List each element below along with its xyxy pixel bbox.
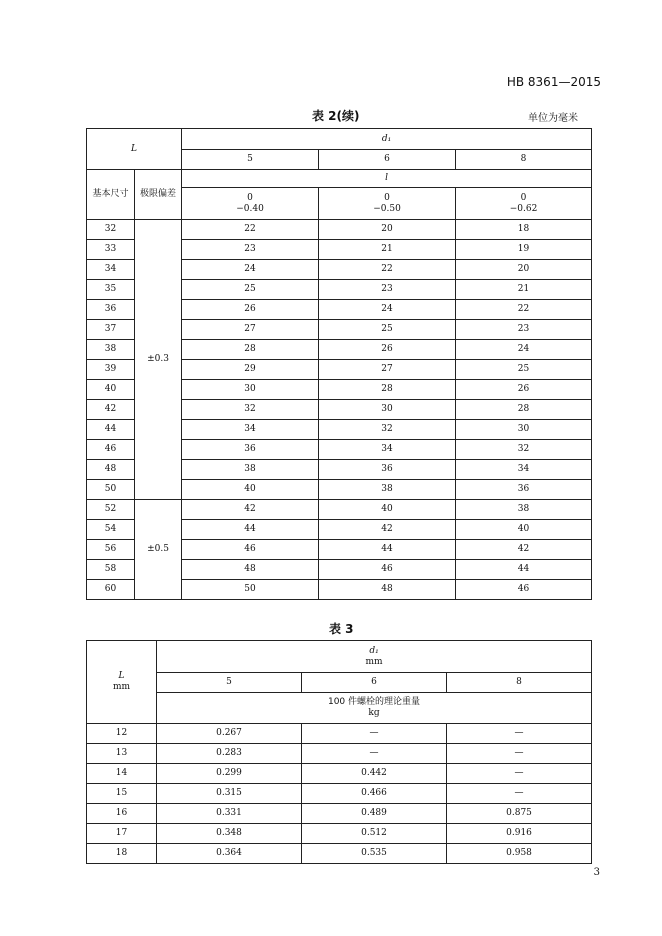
table2-unit: 单位为毫米: [528, 113, 578, 124]
table2-value-cell: 46: [319, 560, 456, 580]
table2-value-cell: 42: [182, 500, 319, 520]
table-row: [87, 500, 592, 520]
table2-value-cell: 32: [456, 440, 592, 460]
table3-value-cell: 0.466: [302, 784, 447, 804]
table2-tolerance: 0 −0.50: [319, 188, 456, 220]
table2-value-cell: 25: [319, 320, 456, 340]
table2-value-cell: 38: [182, 460, 319, 480]
table3-header-d1: d₁ mm: [157, 641, 592, 673]
table3-caption: 表 3: [329, 622, 354, 636]
table2-value-cell: 48: [182, 560, 319, 580]
table3-L-cell: 12: [87, 724, 157, 744]
table2-L-cell: 34: [87, 260, 135, 280]
table3-L-cell: 16: [87, 804, 157, 824]
table2-L-cell: 60: [87, 580, 135, 600]
table3-value-cell: —: [302, 744, 447, 764]
table2-header-d1: d₁: [182, 129, 592, 150]
table2-value-cell: 24: [456, 340, 592, 360]
table2-deviation-cell: ±0.3: [135, 220, 182, 500]
table2-value-cell: 38: [456, 500, 592, 520]
table2-deviation-cell: ±0.5: [135, 500, 182, 600]
table3-value-cell: 0.916: [447, 824, 592, 844]
table3-L-cell: 17: [87, 824, 157, 844]
table2-value-cell: 25: [456, 360, 592, 380]
table3-L-cell: 15: [87, 784, 157, 804]
table3-d1-value: 6: [302, 673, 447, 693]
table2-L-cell: 40: [87, 380, 135, 400]
table3-value-cell: —: [447, 764, 592, 784]
table3-value-cell: 0.315: [157, 784, 302, 804]
page-number: 3: [593, 867, 600, 878]
table2-value-cell: 20: [319, 220, 456, 240]
table-row: [87, 844, 592, 864]
table3-value-cell: —: [302, 724, 447, 744]
table2-value-cell: 34: [456, 460, 592, 480]
table2-d1-value: 5: [182, 150, 319, 170]
table2-value-cell: 48: [319, 580, 456, 600]
table2-value-cell: 46: [182, 540, 319, 560]
table2-value-cell: 34: [182, 420, 319, 440]
table3-weight-header: 100 件螺栓的理论重量 kg: [157, 693, 592, 724]
table2-tolerance: 0 −0.62: [456, 188, 592, 220]
table3-value-cell: 0.535: [302, 844, 447, 864]
table-row: [87, 220, 592, 240]
table2-value-cell: 28: [456, 400, 592, 420]
table2-value-cell: 32: [182, 400, 319, 420]
table2-L-cell: 50: [87, 480, 135, 500]
table2-L-cell: 37: [87, 320, 135, 340]
table2-L-cell: 35: [87, 280, 135, 300]
table3-value-cell: 0.331: [157, 804, 302, 824]
table2-L-cell: 54: [87, 520, 135, 540]
table2-value-cell: 46: [456, 580, 592, 600]
table2-caption: 表 2(续): [312, 109, 360, 123]
table3-value-cell: 0.299: [157, 764, 302, 784]
table3-value-cell: 0.348: [157, 824, 302, 844]
table2-value-cell: 20: [456, 260, 592, 280]
table2-L-cell: 46: [87, 440, 135, 460]
table2-value-cell: 28: [319, 380, 456, 400]
table-row: [87, 724, 592, 744]
table2-value-cell: 22: [182, 220, 319, 240]
table2-value-cell: 30: [456, 420, 592, 440]
table2-value-cell: 21: [319, 240, 456, 260]
table2-value-cell: 23: [182, 240, 319, 260]
table2-value-cell: 44: [319, 540, 456, 560]
table3-value-cell: 0.958: [447, 844, 592, 864]
table-row: [87, 784, 592, 804]
table2-d1-value: 6: [319, 150, 456, 170]
table2-value-cell: 26: [319, 340, 456, 360]
table3-L-cell: 13: [87, 744, 157, 764]
table2-value-cell: 40: [456, 520, 592, 540]
table3-value-cell: 0.283: [157, 744, 302, 764]
table-row: [87, 744, 592, 764]
table2-tolerance: 0 −0.40: [182, 188, 319, 220]
table3-L-cell: 18: [87, 844, 157, 864]
table3-d1-value: 5: [157, 673, 302, 693]
table2-value-cell: 18: [456, 220, 592, 240]
table2-value-cell: 30: [182, 380, 319, 400]
table2-L-cell: 58: [87, 560, 135, 580]
table2-value-cell: 23: [456, 320, 592, 340]
table2-value-cell: 29: [182, 360, 319, 380]
table2-value-cell: 36: [319, 460, 456, 480]
table2-value-cell: 50: [182, 580, 319, 600]
table2-value-cell: 26: [456, 380, 592, 400]
table2-value-cell: 24: [319, 300, 456, 320]
table2-L-cell: 32: [87, 220, 135, 240]
table2-L-cell: 42: [87, 400, 135, 420]
table2-header-limit-dev: 极限偏差: [135, 170, 182, 220]
table2-header-basic-size: 基本尺寸: [87, 170, 135, 220]
table2-value-cell: 40: [319, 500, 456, 520]
table2-value-cell: 38: [319, 480, 456, 500]
table2: [86, 128, 592, 600]
table2-value-cell: 36: [456, 480, 592, 500]
table2-value-cell: 24: [182, 260, 319, 280]
table2-value-cell: 21: [456, 280, 592, 300]
table2-value-cell: 19: [456, 240, 592, 260]
table2-value-cell: 27: [319, 360, 456, 380]
table3: [86, 640, 592, 864]
table3-header-L: L mm: [87, 641, 157, 724]
table3-value-cell: 0.364: [157, 844, 302, 864]
table2-header-l: l: [182, 170, 592, 188]
table2-value-cell: 40: [182, 480, 319, 500]
table2-L-cell: 38: [87, 340, 135, 360]
table2-value-cell: 32: [319, 420, 456, 440]
table3-value-cell: —: [447, 724, 592, 744]
table2-value-cell: 30: [319, 400, 456, 420]
table3-value-cell: 0.512: [302, 824, 447, 844]
table2-header-L: L: [87, 129, 182, 170]
table3-value-cell: —: [447, 784, 592, 804]
table2-value-cell: 28: [182, 340, 319, 360]
table-row: [87, 764, 592, 784]
standard-code: HB 8361—2015: [506, 75, 601, 89]
table3-value-cell: 0.875: [447, 804, 592, 824]
table2-L-cell: 52: [87, 500, 135, 520]
table2-L-cell: 39: [87, 360, 135, 380]
table3-L-cell: 14: [87, 764, 157, 784]
table2-L-cell: 33: [87, 240, 135, 260]
table2-value-cell: 44: [456, 560, 592, 580]
table2-value-cell: 34: [319, 440, 456, 460]
table2-value-cell: 22: [456, 300, 592, 320]
table2-value-cell: 25: [182, 280, 319, 300]
table2-value-cell: 42: [319, 520, 456, 540]
table2-L-cell: 56: [87, 540, 135, 560]
table-row: [87, 804, 592, 824]
table-row: [87, 824, 592, 844]
table2-value-cell: 23: [319, 280, 456, 300]
table2-L-cell: 36: [87, 300, 135, 320]
table2-L-cell: 44: [87, 420, 135, 440]
table3-d1-value: 8: [447, 673, 592, 693]
table2-value-cell: 27: [182, 320, 319, 340]
table2-value-cell: 22: [319, 260, 456, 280]
table3-value-cell: 0.442: [302, 764, 447, 784]
table3-value-cell: 0.267: [157, 724, 302, 744]
table2-d1-value: 8: [456, 150, 592, 170]
table2-value-cell: 36: [182, 440, 319, 460]
table3-value-cell: —: [447, 744, 592, 764]
table2-value-cell: 44: [182, 520, 319, 540]
table2-value-cell: 26: [182, 300, 319, 320]
table2-value-cell: 42: [456, 540, 592, 560]
table2-L-cell: 48: [87, 460, 135, 480]
table3-value-cell: 0.489: [302, 804, 447, 824]
